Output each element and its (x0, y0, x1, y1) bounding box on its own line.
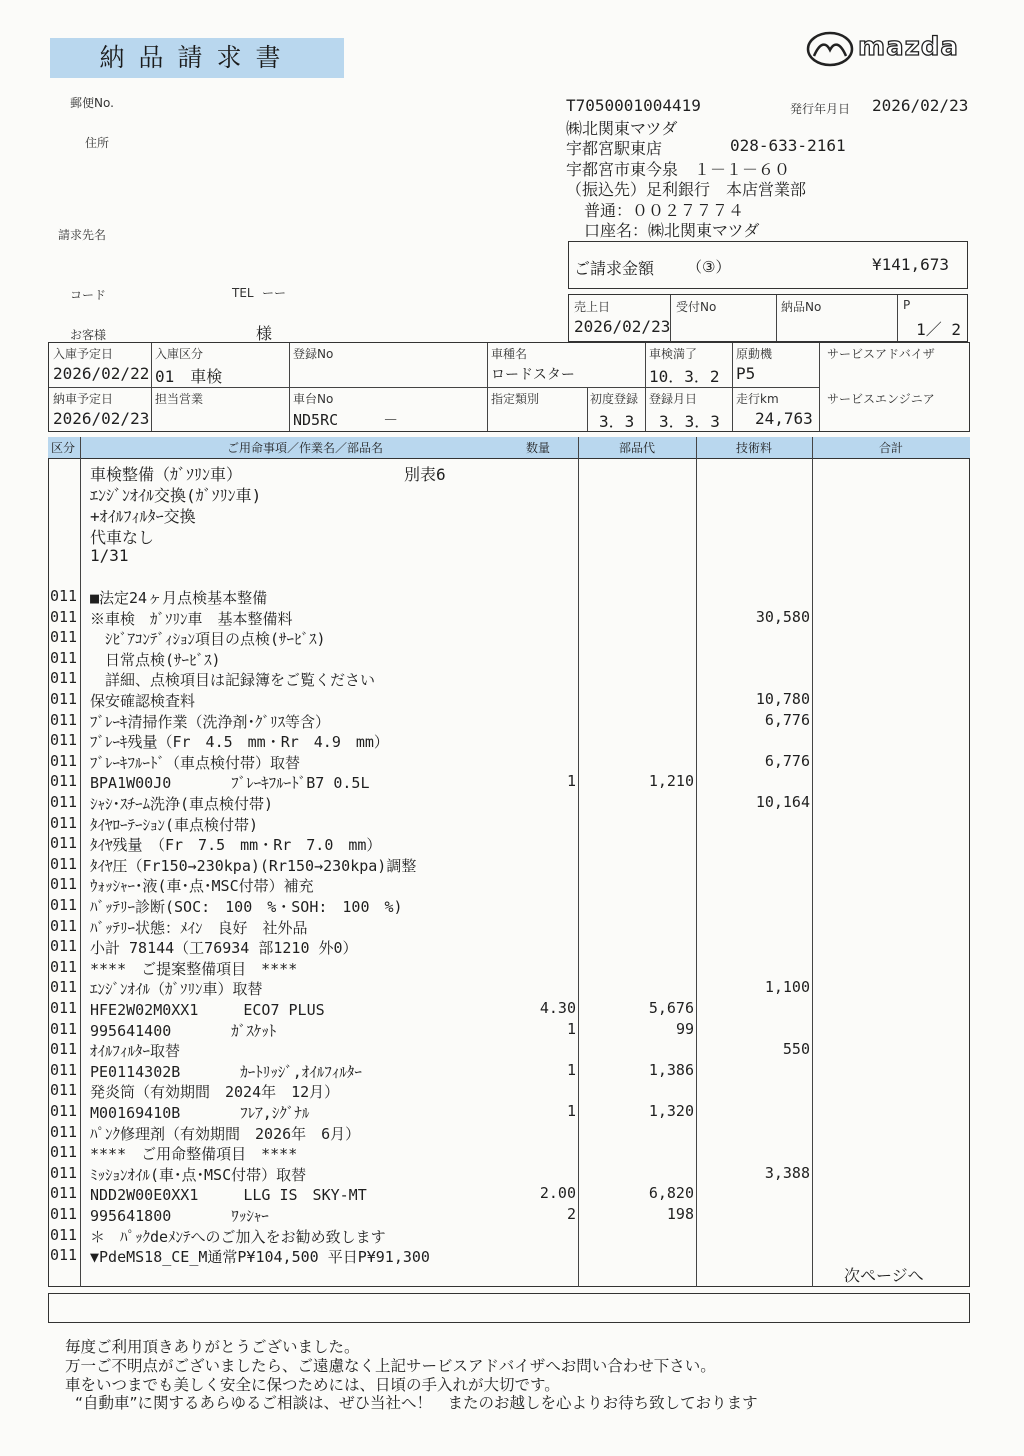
page-label: P (903, 298, 911, 312)
mileage-label: 走行km (736, 392, 779, 406)
in-date: 2026/02/22 (53, 364, 150, 383)
item-tech-fee: 6,776 (764, 710, 810, 729)
item-description: ｴﾝｼﾞﾝｵｲﾙ（ｶﾞｿﾘﾝ車）取替 (90, 980, 263, 999)
mazda-logo-icon (806, 30, 854, 68)
item-code: 011 (50, 1143, 78, 1162)
intro-line: 車検整備（ｶﾞｿﾘﾝ車） (90, 465, 243, 484)
item-code: 011 (50, 916, 78, 935)
branch-name: 宇都宮駅東店 (566, 139, 663, 158)
item-code: 011 (50, 1060, 78, 1079)
item-code: 011 (50, 1184, 78, 1203)
footer-message: “自動車”に関するあらゆるご相談は、ぜひ当社へ！ またのお越しを心よりお待ち致しております (75, 1394, 758, 1412)
company-name: ㈱北関東マツダ (566, 119, 678, 138)
inspection-expiry: 10．3．2 (649, 367, 720, 386)
chassis-no: ND5RC － (293, 411, 399, 429)
sale-info-box (568, 294, 968, 342)
table-row (48, 999, 970, 1019)
item-code: 011 (50, 978, 78, 997)
item-code: 011 (50, 813, 78, 832)
table-row (48, 1226, 970, 1246)
table-row (48, 731, 970, 751)
item-description: ｵｲﾙﾌｨﾙﾀｰ取替 (90, 1042, 181, 1061)
items-table-header (48, 437, 970, 459)
item-tech-fee: 6,776 (764, 751, 810, 770)
customer-label: お客様 (70, 328, 107, 342)
table-row (48, 1102, 970, 1122)
item-code: 011 (50, 1163, 78, 1182)
item-description: 995641400 ｶﾞｽｹｯﾄ (90, 1021, 277, 1040)
table-row (48, 690, 970, 710)
sales-staff-label: 担当営業 (155, 392, 204, 406)
item-code: 011 (50, 1040, 78, 1059)
item-description: ｼﾋﾞｱｺﾝﾃﾞｨｼｮﾝ項目の点検(ｻｰﾋﾞｽ) (90, 630, 326, 649)
model-name: ロードスター (491, 367, 575, 383)
item-code: 011 (50, 731, 78, 750)
item-code: 011 (50, 1122, 78, 1141)
item-code: 011 (50, 628, 78, 647)
table-row (48, 937, 970, 957)
item-description: ﾀｲﾔﾛｰﾃｰｼｮﾝ(車点検付帯) (90, 815, 259, 834)
item-code: 011 (50, 957, 78, 976)
table-row (48, 587, 970, 607)
col-code-header: 区分 (50, 441, 75, 455)
item-description: ﾊﾟﾝｸ修理剤（有効期間 2026年 6月） (90, 1124, 361, 1143)
issue-date: 2026/02/23 (872, 96, 969, 115)
col-part-header: 部品代 (618, 441, 655, 455)
bank-info: （振込先）足利銀行 本店営業部 (566, 180, 807, 199)
item-description: ﾀｲﾔ残量 （Fr 7.5 mm・Rr 7.0 mm） (90, 836, 382, 855)
intro-line: ｴﾝｼﾞﾝｵｲﾙ交換(ｶﾞｿﾘﾝ車) (90, 486, 262, 505)
sale-date-label: 売上日 (574, 300, 611, 314)
item-description: ｼｬｼ･ｽﾁｰﾑ洗浄(車点検付帯) (90, 795, 274, 813)
billto-label: 請求先名 (58, 228, 107, 242)
intro-line-extra: 別表6 (404, 465, 446, 484)
item-code: 011 (50, 607, 78, 626)
tel-label: TEL (232, 286, 254, 300)
inspection-expiry-label: 車検満了 (649, 347, 698, 361)
table-row (48, 875, 970, 895)
footer-message: 毎度ご利用頂きありがとうございました。 (65, 1338, 360, 1356)
item-description: **** ご用命整備項目 **** (90, 1145, 298, 1164)
item-description: ｳｫｯｼｬｰ･液(車･点･MSC付帯）補充 (90, 877, 314, 896)
amount-value: ¥141,673 (871, 255, 949, 274)
tel-value: ーー (262, 286, 287, 300)
mileage: 24,763 (755, 409, 813, 428)
reg-no-label: 登録No (293, 347, 334, 361)
sale-date: 2026/02/23 (574, 317, 671, 336)
item-tech-fee: 3,388 (764, 1163, 810, 1182)
table-row (48, 669, 970, 689)
item-description: ﾌﾞﾚｰｷﾌﾙｰﾄﾞ（車点検付帯）取替 (90, 753, 301, 772)
item-code: 011 (50, 751, 78, 770)
item-code: 011 (50, 772, 78, 791)
table-row (48, 1123, 970, 1143)
remarks-box (48, 1293, 970, 1323)
intro-line: 1/31 (90, 546, 129, 565)
item-description: ﾊﾞｯﾃﾘｰ診断(SOC: 100 %・SOH: 100 %) (90, 898, 403, 916)
table-row (48, 978, 970, 998)
reg-month: 3．3．3 (659, 412, 720, 431)
table-row (48, 1081, 970, 1101)
item-quantity: 1 (566, 1102, 576, 1120)
reg-month-label: 登録月日 (649, 392, 698, 406)
postal-label: 郵便No. (70, 96, 114, 110)
item-description: 995641800 ﾜｯｼｬｰ (90, 1207, 269, 1225)
advisor-label: サービスアドバイザ (827, 347, 935, 361)
item-description: ■法定24ヶ月点検基本整備 (90, 589, 268, 607)
footer-message: 万一ご不明点がございましたら、ご遠慮なく上記サービスアドバイザへお問い合わせ下さい。 (65, 1357, 716, 1375)
item-code: 011 (50, 1102, 78, 1120)
amount-mark: （③） (687, 258, 731, 276)
engineer-label: サービスエンジニア (827, 392, 935, 406)
table-row (48, 855, 970, 875)
item-description: ﾌﾞﾚｰｷ清掃作業（洗浄剤･ｸﾞﾘｽ等含） (90, 712, 331, 731)
item-tech-fee: 1,100 (764, 978, 810, 997)
table-row (48, 752, 970, 772)
delivery-no-label: 納品No (781, 300, 822, 314)
item-code: 011 (50, 710, 78, 729)
item-description: 小計 78144（工76934 部1210 外0） (90, 939, 358, 958)
order-no-label: 受付No (676, 300, 717, 314)
col-total-header: 合計 (878, 441, 903, 455)
item-code: 011 (50, 1081, 78, 1100)
item-part-cost: 1,386 (648, 1060, 694, 1079)
item-part-cost: 6,820 (648, 1184, 694, 1203)
item-code: 011 (50, 999, 78, 1017)
table-row (48, 1143, 970, 1163)
table-row (48, 793, 970, 813)
page-number: 1／ 2 (916, 320, 961, 339)
designation-label: 指定類別 (491, 392, 540, 406)
item-quantity: 4.30 (539, 999, 576, 1017)
company-phone: 028-633-2161 (730, 136, 846, 155)
item-code: 011 (50, 648, 78, 667)
item-quantity: 2 (566, 1205, 576, 1223)
item-part-cost: 198 (666, 1205, 694, 1223)
amount-label: ご請求金額 (574, 259, 655, 278)
item-code: 011 (50, 834, 78, 853)
table-row (48, 814, 970, 834)
item-description: ※車検 ｶﾞｿﾘﾝ車 基本整備料 (90, 609, 293, 628)
item-quantity: 1 (566, 1019, 576, 1038)
item-part-cost: 99 (675, 1019, 694, 1038)
item-description: ﾌﾞﾚｰｷ残量（Fr 4.5 mm・Rr 4.9 mm） (90, 733, 389, 752)
col-qty-header: 数量 (525, 441, 550, 455)
item-description: 発炎筒（有効期間 2024年 12月） (90, 1083, 340, 1102)
item-description: ﾀｲﾔ圧（Fr150→230kpa)(Rr150→230kpa)調整 (90, 856, 417, 875)
table-row (48, 711, 970, 731)
table-row (48, 1246, 970, 1266)
item-tech-fee: 550 (782, 1040, 810, 1059)
item-code: 011 (50, 854, 78, 873)
out-date-label: 納車予定日 (53, 392, 114, 406)
item-code: 011 (50, 896, 78, 914)
footer-message: 車をいつまでも美しく安全に保つためには、日頃の手入れが大切です。 (65, 1376, 560, 1394)
table-row (48, 628, 970, 648)
first-reg-label: 初度登録 (590, 392, 639, 406)
issue-date-label: 発行年月日 (790, 102, 851, 116)
address-label: 住所 (85, 136, 110, 150)
code-label: コード (70, 288, 107, 302)
item-code: 011 (50, 1246, 78, 1265)
table-row (48, 1205, 970, 1225)
item-description: ＊ ﾊﾟｯｸdeﾒﾝﾃへのご加入をお勧め致します (90, 1227, 386, 1246)
item-quantity: 1 (566, 772, 576, 791)
item-code: 011 (50, 793, 78, 811)
table-row (48, 896, 970, 916)
item-description: 日常点検(ｻｰﾋﾞｽ) (90, 650, 221, 669)
item-description: BPA1W00J0 ﾌﾞﾚｰｷﾌﾙｰﾄﾞB7 0.5L (90, 774, 370, 793)
brand-wordmark: mazda (858, 32, 959, 62)
item-tech-fee: 10,164 (755, 793, 810, 811)
item-part-cost: 1,320 (648, 1102, 694, 1120)
item-code: 011 (50, 875, 78, 894)
item-description: 詳細、点検項目は記録簿をご覧ください (90, 671, 376, 690)
table-row (48, 649, 970, 669)
item-code: 011 (50, 1019, 78, 1038)
item-tech-fee: 30,580 (755, 607, 810, 626)
item-code: 011 (50, 1205, 78, 1223)
item-code: 011 (50, 587, 78, 605)
company-address: 宇都宮市東今泉 １－１－６０ (566, 160, 791, 179)
item-description: **** ご提案整備項目 **** (90, 959, 298, 978)
item-part-cost: 1,210 (648, 772, 694, 791)
intro-line: +ｵｲﾙﾌｨﾙﾀｰ交換 (90, 507, 196, 526)
item-description: HFE2W02M0XX1 ECO7 PLUS (90, 1001, 325, 1019)
table-row (48, 1164, 970, 1184)
item-description: ﾐｯｼｮﾝｵｲﾙ(車･点･MSC付帯）取替 (90, 1165, 307, 1184)
item-description: M00169410B ﾌﾚｱ,ｼｸﾞﾅﾙ (90, 1104, 310, 1122)
next-page-label: 次ページへ (844, 1266, 924, 1285)
item-part-cost: 5,676 (648, 999, 694, 1017)
in-type: 01 車検 (155, 367, 223, 386)
vehicle-info-box (48, 342, 970, 432)
table-row (48, 772, 970, 792)
in-type-label: 入庫区分 (155, 347, 204, 361)
out-date: 2026/02/23 (53, 409, 150, 428)
table-row (48, 1184, 970, 1204)
registration-number: T7050001004419 (566, 96, 701, 115)
model-label: 車種名 (491, 347, 528, 361)
amount-box (568, 241, 968, 289)
intro-line: 代車なし (90, 528, 155, 547)
table-row (48, 1020, 970, 1040)
honorific: 様 (256, 324, 273, 343)
item-code: 011 (50, 669, 78, 688)
item-code: 011 (50, 1225, 78, 1244)
table-row (48, 608, 970, 628)
table-row (48, 834, 970, 854)
in-date-label: 入庫予定日 (53, 347, 114, 361)
item-quantity: 1 (566, 1060, 576, 1079)
item-description: ﾊﾞｯﾃﾘｰ状態：ﾒｲﾝ 良好 社外品 (90, 918, 308, 937)
chassis-label: 車台No (293, 392, 334, 406)
item-description: PE0114302B ｶｰﾄﾘｯｼﾞ,ｵｲﾙﾌｨﾙﾀｰ (90, 1062, 362, 1081)
item-description: ▼PdeMS18_CE_M通常P¥104,500 平日P¥91,300 (90, 1248, 430, 1267)
document-title: 納品請求書 (50, 38, 344, 78)
item-quantity: 2.00 (539, 1184, 576, 1203)
bank-account: 普通：００２７７７４ (584, 201, 745, 220)
table-row (48, 958, 970, 978)
col-desc-header: ご用命事項／作業名／部品名 (226, 441, 383, 455)
engine-type: P5 (736, 364, 756, 383)
table-row (48, 1040, 970, 1060)
account-name: 口座名：㈱北関東マツダ (584, 221, 760, 240)
first-reg: 3．3 (599, 412, 635, 431)
item-code: 011 (50, 690, 78, 708)
engine-label: 原動機 (736, 347, 773, 361)
item-description: NDD2W00E0XX1 LLG IS SKY-MT (90, 1186, 367, 1205)
col-tech-header: 技術料 (735, 441, 772, 455)
table-row (48, 1061, 970, 1081)
item-tech-fee: 10,780 (755, 690, 810, 708)
item-description: 保安確認検査料 (90, 692, 196, 710)
table-row (48, 917, 970, 937)
item-code: 011 (50, 937, 78, 956)
